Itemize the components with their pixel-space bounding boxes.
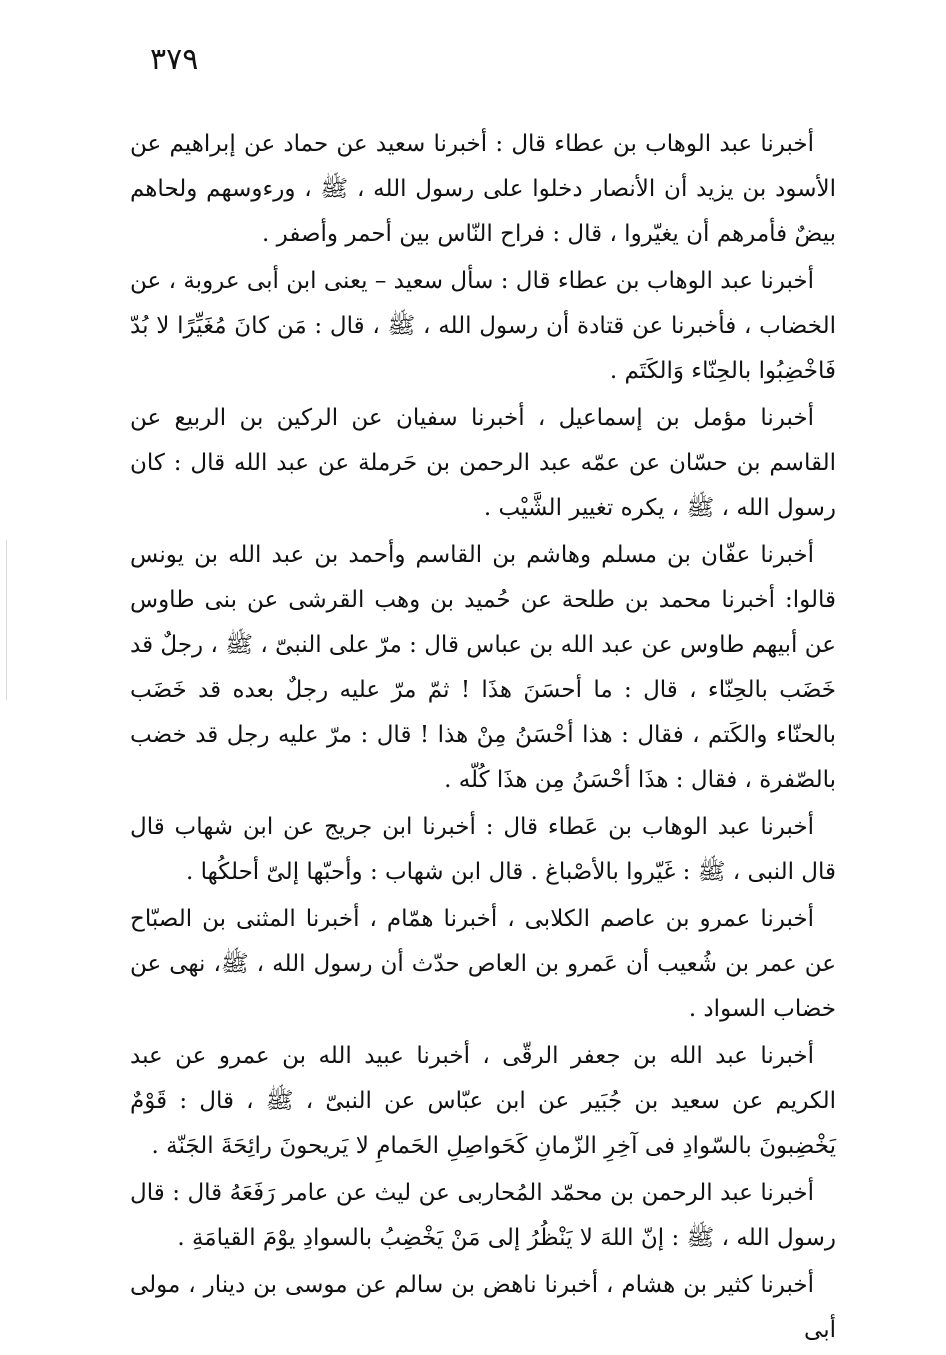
paragraph: أخبرنا عمرو بن عاصم الكلابى ، أخبرنا همّام ، أخبرنا المثنى بن الصبّاح عن عمر بن شُعيب أن عَمرو بن العاص حدّث أن رسول الله ، ﷺ، نهى عن خضاب السواد .: [130, 906, 836, 1022]
page-edge-mark: [6, 540, 7, 700]
paragraph: أخبرنا مؤمل بن إسماعيل ، أخبرنا سفيان عن الركين بن الربيع عن القاسم بن حسّان عن عمّه عبد الرحمن بن حَرملة عن عبد الله قال : كان رسول الله ، ﷺ ، يكره تغيير الشَّيْب .: [130, 405, 836, 521]
page-number: ٣٧٩: [150, 42, 199, 77]
paragraph: أخبرنا عبد الرحمن بن محمّد المُحاربى عن ليث عن عامر رَفَعَهُ قال : قال رسول الله ، ﷺ : إنّ اللهَ لا يَنْظُرُ إلى مَنْ يَخْضِبُ بالسوادِ يوْمَ القيامَةِ .: [130, 1180, 836, 1251]
paragraph: أخبرنا عبد الوهاب بن عطاء قال : أخبرنا سعيد عن حماد عن إبراهيم عن الأسود بن يزيد أن الأنصار دخلوا على رسول الله ، ﷺ ، ورءوسهم ولحاهم بيضٌ فأمرهم أن يغيّروا ، قال : فراح النّاس بين أحمر وأصفر .: [130, 131, 836, 247]
paragraph: أخبرنا عفّان بن مسلم وهاشم بن القاسم وأحمد بن عبد الله بن يونس قالوا: أخبرنا محمد بن طلحة عن حُميد بن وهب القرشى عن بنى طاوس عن أبيهم طاوس عن عبد الله بن عباس قال : مرّ على النبىّ ، ﷺ ، رجلٌ قد خَضَب بالحِنّاء ، قال : ما أحسَنَ هذَا ! ثمّ مرّ عليه رجلٌ بعده قد خَضَب بالحنّاء والكَتم ، فقال : هذا أحْسَنُ مِنْ هذا ! قال : مرّ عليه رجل قد خضب بالصّفرة ، فقال : هذَا أحْسَنُ مِن هذَا كُلّه .: [130, 542, 836, 793]
paragraph: أخبرنا عبد الوهاب بن عطاء قال : سأل سعيد – يعنى ابن أبى عروبة ، عن الخضاب ، فأخبرنا عن قتادة أن رسول الله ، ﷺ ، قال : مَن كانَ مُغَيِّرًا لا بُدّ فَاخْضِبُوا بالحِنّاء وَالكَتَم .: [130, 268, 836, 384]
body-text: [130, 122, 836, 1355]
paragraph: أخبرنا كثير بن هشام ، أخبرنا ناهض بن سالم عن موسى بن دينار ، مولى أبى: [130, 1272, 836, 1343]
paragraph: أخبرنا عبد الوهاب بن عَطاء قال : أخبرنا ابن جريج عن ابن شهاب قال قال النبى ، ﷺ : غَيّروا بالأصْباغ . قال ابن شهاب : وأحبّها إلىّ أحلكُها .: [130, 814, 836, 885]
paragraph: أخبرنا عبد الله بن جعفر الرقّى ، أخبرنا عبيد الله بن عمرو عن عبد الكريم عن سعيد بن جُبَير عن ابن عبّاس عن النبىّ ، ﷺ ، قال : قَوْمٌ يَخْضِبونَ بالسّوادِ فى آخِرِ الزّمانِ كَحَواصِلِ الحَمامِ لا يَريحونَ رائِحَةَ الجَنّة .: [130, 1043, 836, 1159]
